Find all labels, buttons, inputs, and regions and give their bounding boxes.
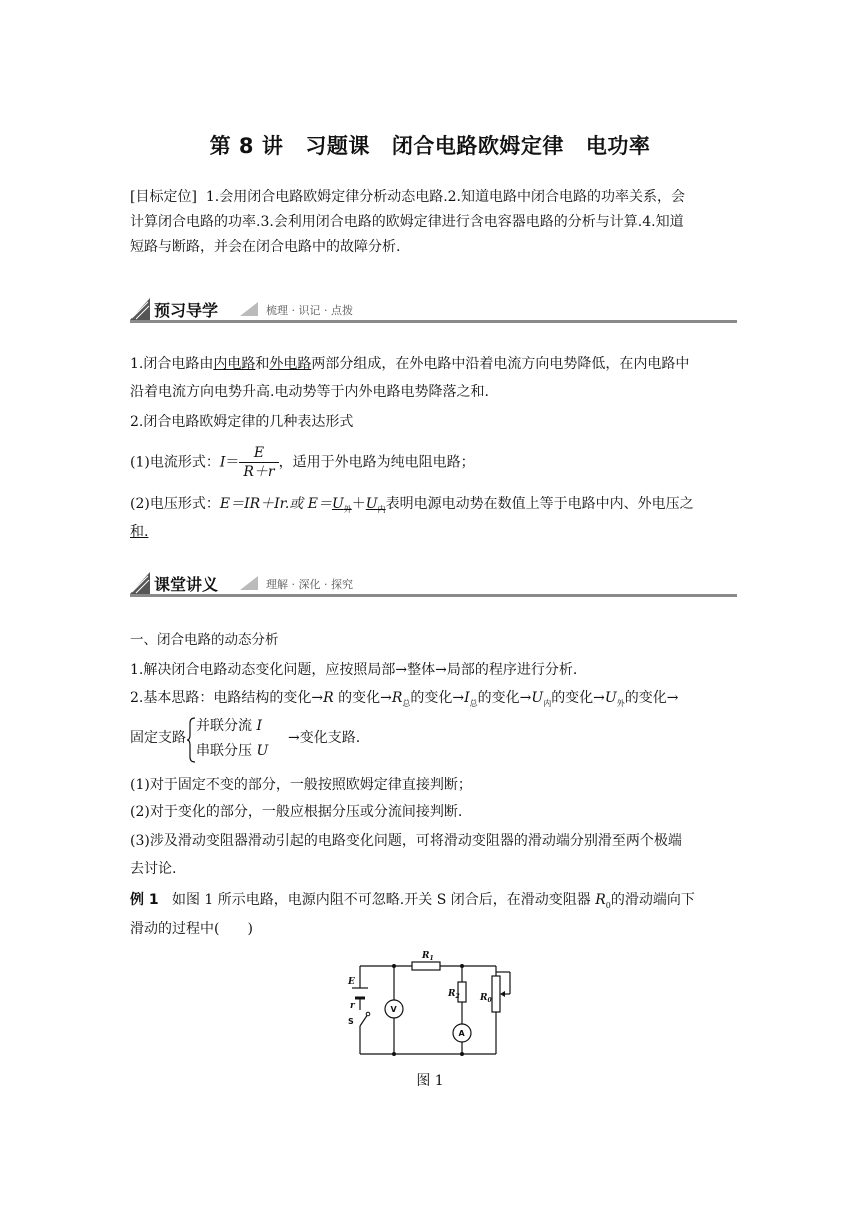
- text: 2.基本思路：电路结构的变化→: [130, 690, 324, 706]
- page-title: [0, 130, 860, 160]
- brace-row-2: [196, 740, 268, 760]
- text: ＋: [351, 496, 366, 512]
- section-header-preview: [130, 298, 737, 324]
- subscript: 总: [469, 698, 478, 708]
- lecture-line-7: 去讨论.: [130, 861, 177, 877]
- text: (1)电流形式：: [130, 454, 220, 471]
- label-r1: $R_1$: [422, 951, 434, 962]
- var: I: [464, 690, 470, 706]
- section-triangle-icon: [130, 298, 150, 320]
- preview-line-5: [130, 492, 732, 522]
- var: U: [331, 496, 344, 512]
- goals-line-2: 计算闭合电路的功率.3.会利用闭合电路的欧姆定律进行含电容器电路的分析与计算.4.知道: [130, 214, 684, 230]
- title-topic-2: 电功率: [585, 134, 651, 158]
- blank-answer: 内电路: [213, 356, 256, 372]
- var: U: [531, 690, 544, 706]
- example-line-1: [130, 888, 732, 918]
- lecture-heading: 一、闭合电路的动态分析: [130, 632, 279, 648]
- var: I: [219, 454, 226, 471]
- lecture-line-4: (1)对于固定不变的部分，一般按照欧姆定律直接判断；: [130, 777, 472, 793]
- goals-paragraph: [130, 185, 732, 260]
- text: ＝: [225, 454, 240, 471]
- text: 表明电源电动势在数值上等于电路中内、外电压之: [385, 496, 694, 512]
- text: 的变化→: [333, 690, 392, 706]
- var: R: [323, 690, 334, 706]
- blank-answer: 外电路: [269, 356, 312, 372]
- slider-arrow-icon: [500, 991, 505, 997]
- brace-row-1: [196, 715, 262, 735]
- title-lecture-number: 第 8 讲: [209, 134, 284, 158]
- text: 1.闭合电路由: [130, 356, 214, 372]
- var: R: [595, 892, 606, 908]
- text: ，适用于外电路为纯电阻电路；: [278, 454, 475, 471]
- section-title: 课堂讲义: [154, 575, 219, 594]
- example-label: 例 1: [130, 892, 159, 908]
- subscript: 内: [377, 504, 386, 514]
- lecture-line-5: (2)对于变化的部分，一般应根据分压或分流间接判断.: [130, 804, 463, 820]
- title-type: 习题课: [305, 134, 370, 158]
- section-subtitle: 理解 · 深化 · 探究: [266, 578, 353, 591]
- preview-line-3: 2.闭合电路欧姆定律的几种表达形式: [130, 414, 354, 430]
- text: (2)电压形式：: [130, 496, 220, 512]
- label-r0: $R_0$: [480, 993, 492, 1004]
- hatch-icon: [240, 576, 258, 590]
- section-rule: [130, 320, 737, 323]
- blank-answer: 和.: [130, 524, 149, 540]
- var: I: [256, 718, 262, 734]
- title-topic: 闭合电路欧姆定律: [391, 134, 564, 158]
- label-r2: $R_2$: [448, 989, 460, 1000]
- text: →变化支路.: [288, 730, 361, 746]
- text: 并联分流: [196, 718, 257, 734]
- denominator: R＋r: [243, 464, 275, 480]
- lecture-line-3: [130, 715, 730, 765]
- formula: E＝IR＋Ir.或 E＝: [219, 496, 332, 512]
- label-e: E: [348, 977, 355, 987]
- lecture-line-2: [130, 686, 732, 716]
- text: 的滑动端向下: [610, 892, 695, 908]
- label-v: V: [390, 1005, 397, 1014]
- label-s: S: [348, 1017, 354, 1026]
- hatch-icon: [240, 302, 258, 316]
- subscript: 外: [616, 698, 625, 708]
- goals-line-3: 短路与断路，并会在闭合电路中的故障分析.: [130, 239, 401, 255]
- var: U: [365, 496, 378, 512]
- subscript: 内: [543, 698, 552, 708]
- text: 固定支路: [130, 730, 186, 746]
- fraction: [239, 444, 278, 481]
- preview-line-1: [130, 352, 732, 377]
- rheostat-r0: [492, 976, 500, 1012]
- text: 串联分压: [196, 743, 257, 759]
- section-triangle-icon: [130, 572, 150, 594]
- var: U: [604, 690, 617, 706]
- section-subtitle: 梳理 · 识记 · 点拨: [266, 304, 353, 317]
- text: 和: [255, 356, 270, 372]
- var: R: [391, 690, 403, 706]
- subscript: 0: [605, 900, 611, 910]
- lecture-line-1: 1.解决闭合电路动态变化问题，应按照局部→整体→局部的程序进行分析.: [130, 662, 578, 678]
- blank-answer: [366, 496, 386, 512]
- label-r: r: [350, 1001, 355, 1011]
- preview-line-4: [130, 444, 732, 481]
- resistor-r1: [412, 962, 440, 970]
- numerator: E: [239, 444, 278, 463]
- text: 的变化→: [477, 690, 532, 706]
- figure-caption: 图 1: [416, 1073, 444, 1089]
- text: 的变化→: [410, 690, 465, 706]
- subscript: 总: [402, 698, 411, 708]
- text: 的变化→: [551, 690, 605, 706]
- var: U: [256, 743, 269, 759]
- text: 如图 1 所示电路，电源内阻不可忽略.开关 S 闭合后，在滑动变阻器: [171, 892, 596, 908]
- label-a: A: [458, 1029, 465, 1038]
- brace-icon: [186, 717, 196, 763]
- section-header-lecture: [130, 572, 737, 598]
- blank-answer: [332, 496, 352, 512]
- lecture-line-6: (3)涉及滑动变阻器滑动引起的电路变化问题，可将滑动变阻器的滑动端分别滑至两个极端: [130, 833, 682, 849]
- goals-label: [目标定位]: [130, 189, 197, 205]
- preview-line-6: [130, 520, 732, 545]
- text: 的变化→: [624, 690, 679, 706]
- example-line-2: 滑动的过程中( ): [130, 921, 253, 937]
- preview-line-2: 沿着电流方向电势升高.电动势等于内外电路电势降落之和.: [130, 384, 489, 400]
- circuit-diagram: [340, 944, 520, 1060]
- subscript: 外: [343, 504, 352, 514]
- section-title: 预习导学: [154, 301, 219, 320]
- section-rule: [130, 594, 737, 597]
- goals-line-1: 1.会用闭合电路欧姆定律分析动态电路.2.知道电路中闭合电路的功率关系，会: [205, 189, 686, 205]
- text: 两部分组成，在外电路中沿着电流方向电势降低，在内电路中: [311, 356, 690, 372]
